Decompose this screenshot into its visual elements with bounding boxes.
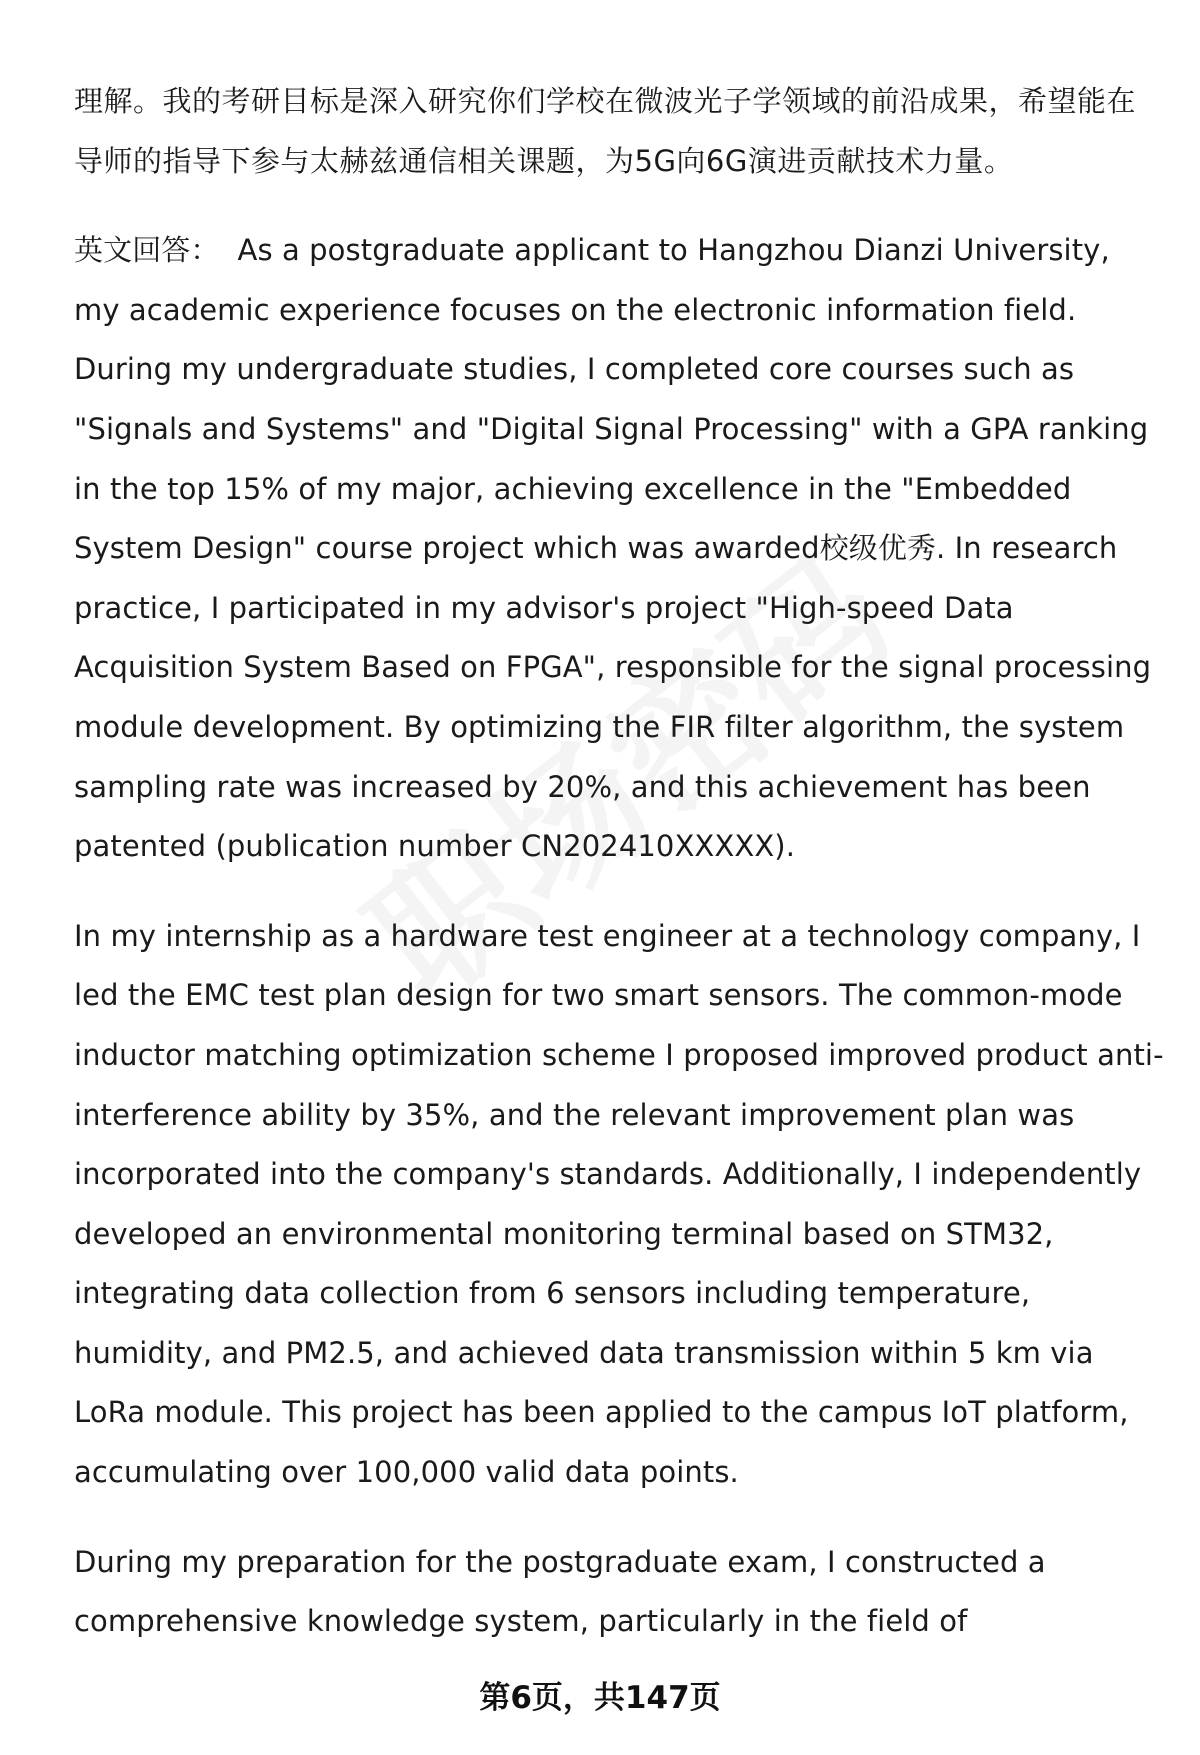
- english-answer-label: 英文回答：: [74, 233, 220, 268]
- page-number-footer: 第6页，共147页: [479, 1680, 721, 1716]
- english-answer-text: As a postgraduate applicant to Hangzhou Dianzi University, my academic experience focuses on the electronic information field. During my undergraduate studies, I completed core courses such as "Signals and Systems" and "Digital Signal Processing" with a GPA ranking in the top 15% of my major, achieving excellence in the "Embedded System Design" course project which was awarded校级优秀. In research practice, I participated in my advisor's project "High-speed Data Acquisition System Based on FPGA", responsible for the signal processing module development. By optimizing the FIR filter algorithm, the system sampling rate was increased by 20%, and this achievement has been patented (publication number CN202410XXXXX).: [74, 233, 1152, 864]
- paragraph-internship: In my internship as a hardware test engineer at a technology company, I led the EMC test plan design for two smart sensors. The common-mode inductor matching optimization scheme I proposed improved product anti-interference ability by 35%, and the relevant improvement plan was incorporated into the company's standards. Additionally, I independently developed an environmental monitoring terminal based on STM32, integrating data collection from 6 sensors including temperature, humidity, and PM2.5, and achieved data transmission within 5 km via LoRa module. This project has been applied to the campus IoT platform, accumulating over 100,000 valid data points.: [74, 918, 1164, 1490]
- document-page: [74, 72, 1164, 1682]
- paragraph-exam-preparation: During my preparation for the postgraduate exam, I constructed a comprehensive knowledge system, particularly in the field of: [74, 1544, 1046, 1639]
- paragraph-english-answer: [74, 221, 1164, 877]
- paragraph-chinese-continuation: 理解。我的考研目标是深入研究你们学校在微波光子学领域的前沿成果，希望能在导师的指导下参与太赫兹通信相关课题，为5G向6G演进贡献技术力量。: [74, 84, 1137, 178]
